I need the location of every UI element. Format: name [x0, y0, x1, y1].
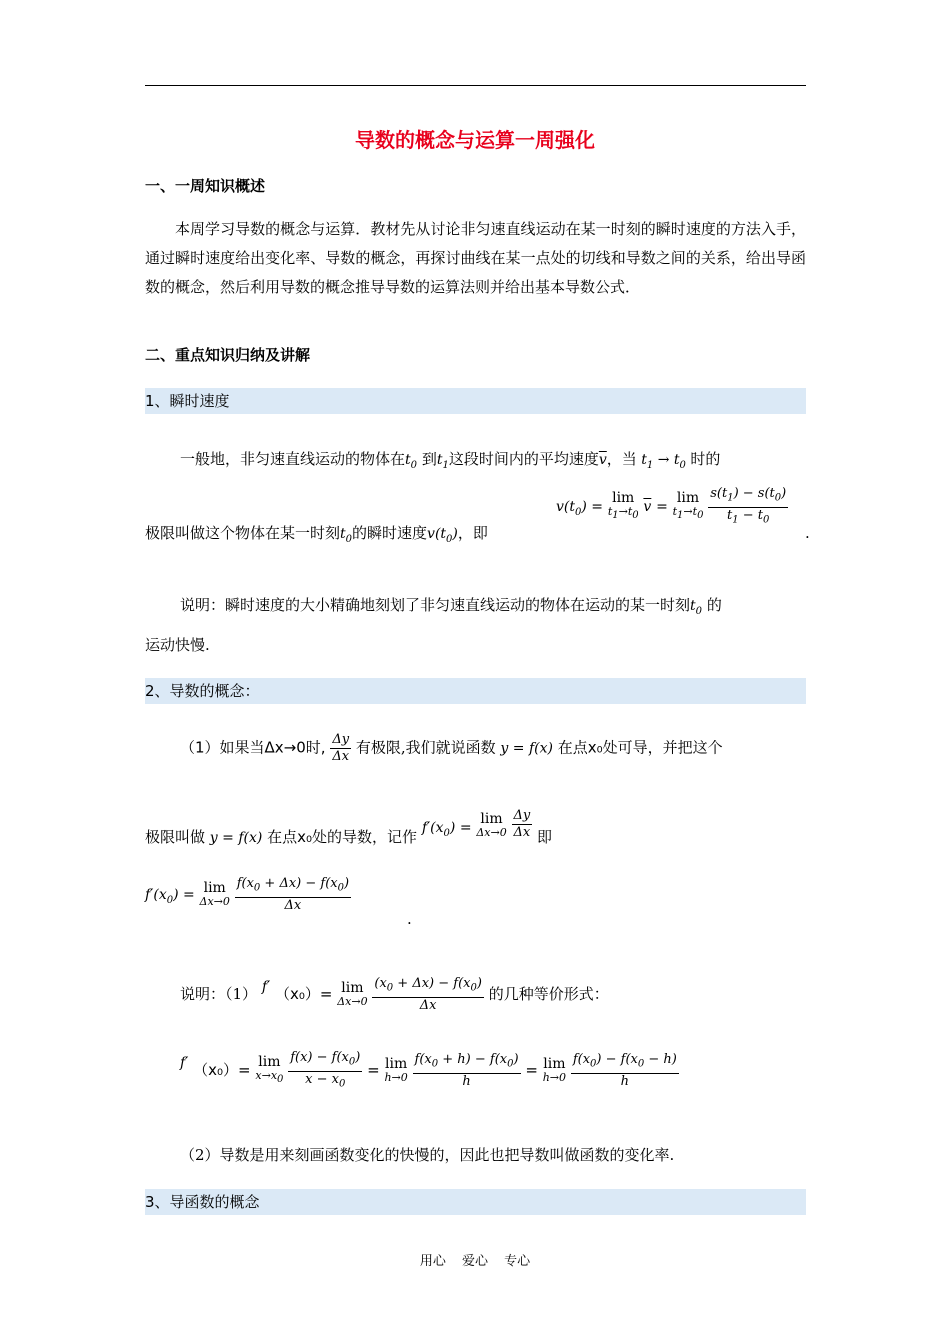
page-title: 导数的概念与运算一周强化: [355, 128, 595, 152]
text-run: 即: [537, 828, 553, 846]
text-run: （x₀）=: [193, 1061, 251, 1080]
math-vt0: $v(t_0)$ =: [556, 499, 604, 518]
text-run: 的瞬时速度: [352, 524, 428, 542]
subsection-bar-1: [145, 388, 806, 414]
note-2-line: [180, 976, 609, 1014]
math-t0: $t_0$: [340, 526, 353, 545]
form-1-fraction: $\frac{f(x) - f(x_0)}{x - x_0}$: [290, 1050, 361, 1090]
math-fprime: f′: [261, 978, 271, 995]
math-vt0: $v(t_0)$: [427, 526, 458, 545]
text-run: 极限叫做这个物体在某一时刻: [145, 524, 341, 542]
math-t0: $t_0$: [405, 452, 418, 471]
math-t1: $t_1$: [436, 452, 449, 471]
math-vbar: $\overline{v}$: [598, 452, 607, 468]
limit-operator: lim h→0: [542, 1056, 567, 1085]
limit-operator: lim $x\to x_0$: [255, 1054, 284, 1086]
difference-quotient: $\frac{(x_0 + \Delta x) - f(x_0)}{\Delta x}$: [374, 976, 482, 1013]
period: .: [805, 524, 810, 542]
limit-operator: lim Δx→0: [199, 879, 230, 908]
rate-of-change-paragraph: （2）导数是用来刻画函数变化的快慢的，因此也把导数叫做函数的变化率.: [180, 1146, 675, 1164]
text-run: 说明：（1）: [180, 984, 258, 1003]
math-t0: $t_0$: [690, 598, 703, 617]
note-1-line-1: [180, 594, 722, 617]
math-fprime: f′: [180, 1055, 189, 1072]
subsection-label: 2、导数的概念：: [145, 682, 260, 700]
math-fprime-x0: $f'(x_0)$ =: [145, 886, 195, 906]
equals-sign: =: [656, 499, 668, 516]
subsection-label: 1、瞬时速度: [145, 392, 230, 410]
limit-operator: lim Δx→0: [476, 811, 507, 839]
text-run: ，当: [606, 450, 637, 468]
subsection-label: 3、导函数的概念: [145, 1193, 260, 1211]
text-run: 的几种等价形式：: [488, 984, 609, 1003]
page-footer: 用心 爱心 专心: [419, 1254, 531, 1269]
text-run: 有极限,我们就说函数: [355, 738, 496, 757]
math-fprime-x0: $f'(x_0)$ =: [421, 820, 472, 839]
math-limit-cond: $t_1 \to t_0$: [636, 452, 686, 471]
text-run: 在点x₀处可导，并把这个: [557, 738, 723, 757]
velocity-line-1: [180, 448, 720, 471]
subsection-bar-2: [145, 678, 806, 704]
math-y-fx: y = f(x): [209, 830, 263, 846]
derivative-line-2: [145, 808, 552, 847]
section-heading-2: 二、重点知识归纳及讲解: [145, 346, 311, 364]
derivative-line-1: [180, 732, 723, 765]
period: .: [407, 910, 412, 928]
limit-operator: lim $t_1\to t_0$: [607, 490, 639, 522]
difference-quotient: $\frac{f(x_0 + \Delta x) - f(x_0)}{\Delta x}$: [236, 876, 350, 913]
text-run: 说明：瞬时速度的大小精确地刻划了非匀速直线运动的物体在运动的某一时刻: [180, 596, 691, 614]
form-2-fraction: $\frac{f(x_0 + h) - f(x_0)}{h}$: [414, 1052, 519, 1089]
overview-paragraph: 本周学习导数的概念与运算．教材先从讨论非匀速直线运动在某一时刻的瞬时速度的方法入手，通过瞬时速度给出变化率、导数的概念，再探讨曲线在某一点处的切线和导数之间的关系，给出导函数的概念，然后利用导数的概念推导导数的运算法则并给出基本导数公式．: [145, 220, 806, 296]
text-run: 到: [421, 450, 437, 468]
velocity-formula: [556, 486, 788, 528]
text-run: 这段时间内的平均速度: [448, 450, 599, 468]
section-heading-1: 一、一周知识概述: [145, 177, 266, 195]
text-run: 极限叫做: [145, 828, 206, 846]
text-run: （1）如果当Δx→0时,: [180, 738, 326, 757]
equals-sign: =: [367, 1061, 380, 1080]
limit-operator: lim Δx→0: [337, 979, 368, 1008]
math-y-fx: y = f(x): [500, 740, 553, 757]
text-run: 时的: [690, 450, 721, 468]
equivalent-forms: [180, 1050, 679, 1092]
dy-dx-fraction: $\frac{\Delta y}{\Delta x}$: [513, 808, 531, 840]
limit-operator: lim h→0: [384, 1056, 408, 1085]
header-rule: [145, 85, 806, 86]
velocity-fraction: $\frac{s(t_1) - s(t_0)}{t_1 - t_0}$: [710, 486, 787, 526]
subsection-bar-3: [145, 1189, 806, 1215]
dy-dx-fraction: $\frac{\Delta y}{\Delta x}$: [332, 732, 350, 764]
derivative-formula: [145, 876, 351, 914]
text-run: （x₀）=: [274, 984, 333, 1003]
velocity-line-2: [145, 522, 488, 545]
text-run: 在点x₀处的导数，记作: [267, 828, 418, 846]
form-3-fraction: $\frac{f(x_0) - f(x_0 - h)}{h}$: [572, 1052, 677, 1089]
text-run: ，即: [457, 524, 488, 542]
limit-operator: lim $t_1\to t_0$: [672, 490, 704, 522]
equals-sign: =: [525, 1061, 538, 1080]
math-vbar: $\overline{v}$: [643, 499, 652, 516]
text-run: 的: [706, 596, 722, 614]
note-1-line-2: 运动快慢.: [145, 636, 210, 654]
text-run: 一般地，非匀速直线运动的物体在: [180, 450, 406, 468]
